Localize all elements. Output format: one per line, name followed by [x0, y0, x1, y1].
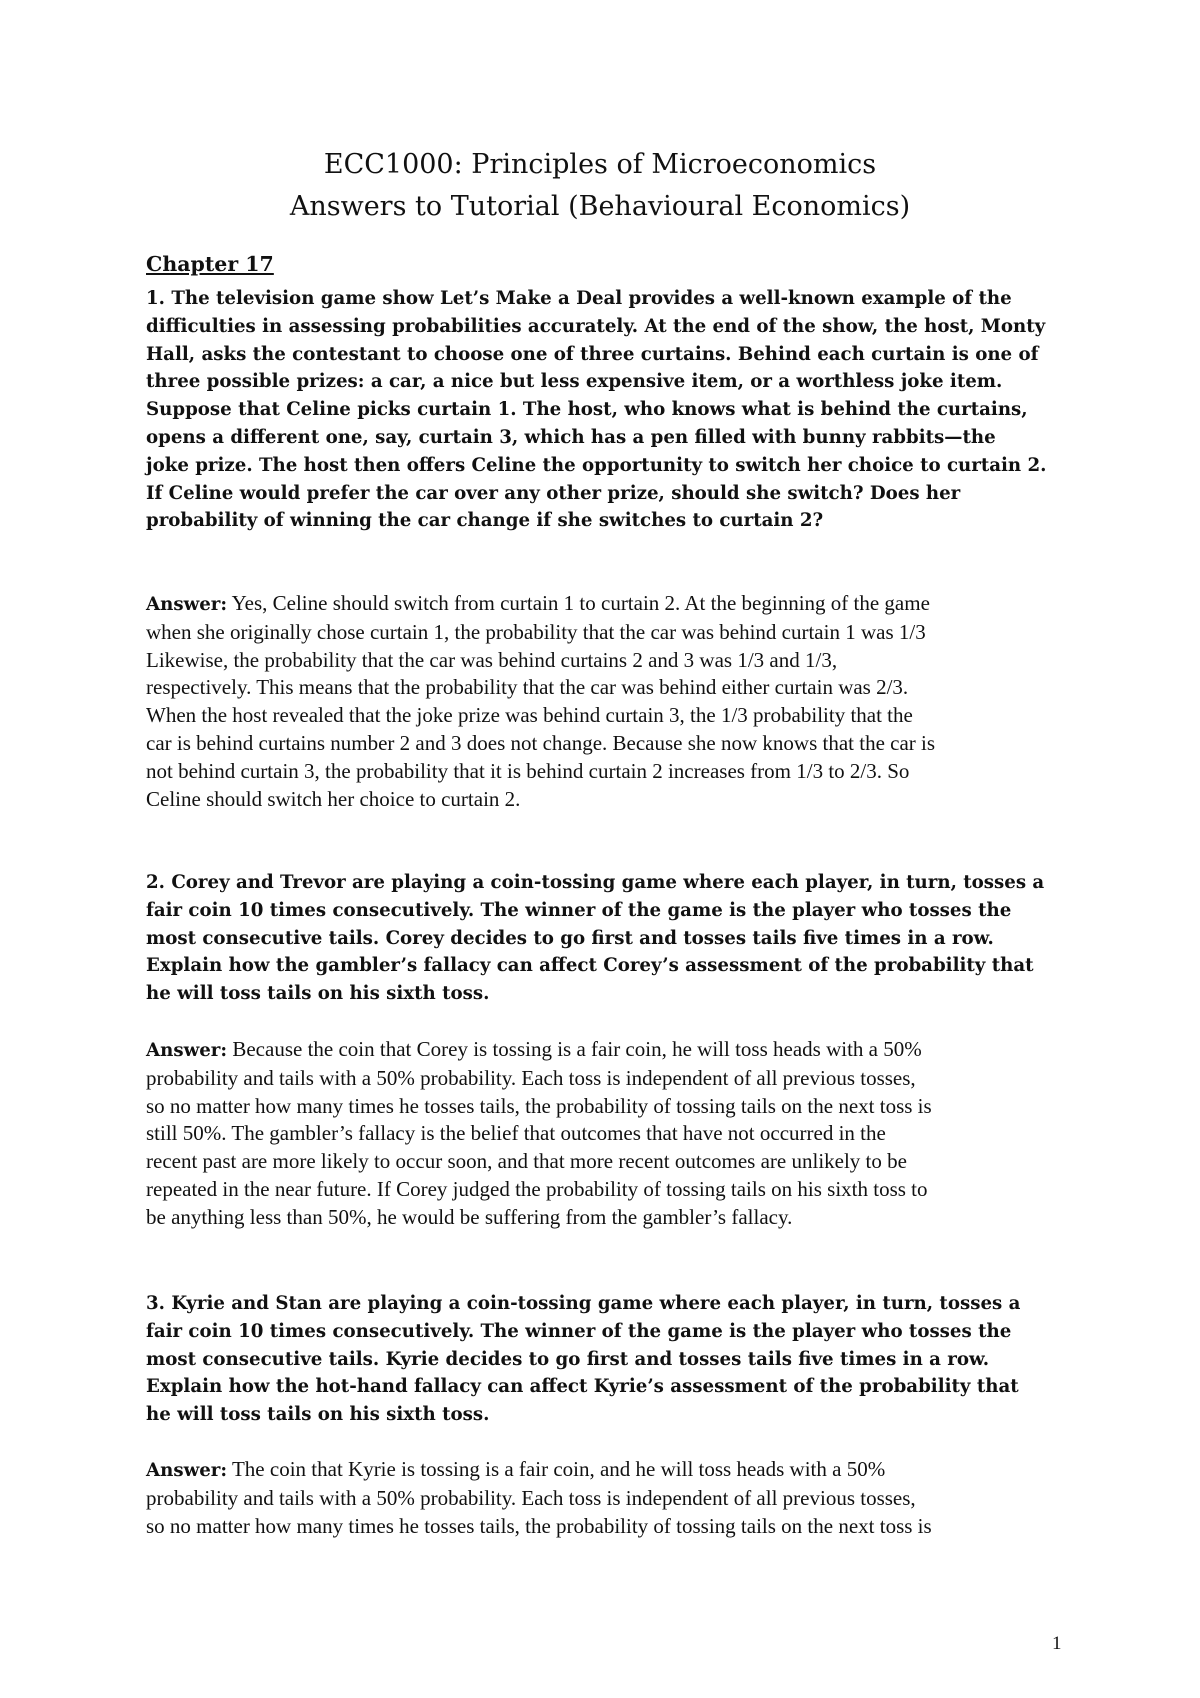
document-title: ECC1000: Principles of Microeconomics [323, 149, 877, 180]
question-line: joke prize. The host then offers Celine the opportunity to switch her choice to curtain 2. [146, 454, 1047, 476]
question-line: three possible prizes: a car, a nice but less expensive item, or a worthless joke item. [146, 371, 1003, 393]
answer-text: The coin that Kyrie is tossing is a fair coin, and he will toss heads with a 50% [227, 1457, 886, 1481]
answer-2 [146, 1036, 1076, 1232]
question-line: most consecutive tails. Kyrie decides to go first and tosses tails five times in a row. [146, 1348, 990, 1370]
answer-line: repeated in the near future. If Corey judged the probability of tossing tails on his sixth toss to [146, 1176, 928, 1201]
question-line: he will toss tails on his sixth toss. [146, 983, 490, 1005]
document-subtitle: Answers to Tutorial (Behavioural Economics) [289, 191, 911, 222]
answer-line [146, 1036, 1076, 1065]
answer-line: probability and tails with a 50% probability. Each toss is independent of all previous tosses, [146, 1485, 916, 1510]
question-3 [146, 1290, 1076, 1429]
question-line: 3. Kyrie and Stan are playing a coin-tossing game where each player, in turn, tosses a [146, 1293, 1021, 1314]
question-2 [146, 869, 1076, 1008]
answer-label: Answer: [146, 1460, 228, 1481]
question-line: difficulties in assessing probabilities accurately. At the end of the show, the host, Monty [146, 315, 1046, 337]
answer-3 [146, 1456, 1076, 1540]
question-line: fair coin 10 times consecutively. The winner of the game is the player who tosses the [146, 1320, 1012, 1342]
answer-text: Because the coin that Corey is tossing is a fair coin, he will toss heads with a 50% [227, 1037, 922, 1061]
answer-line: respectively. This means that the probability that the car was behind either curtain was 2/3. [146, 675, 909, 700]
answer-line: recent past are more likely to occur soon, and that more recent outcomes are unlikely to be [146, 1149, 907, 1174]
answer-line: Celine should switch her choice to curtain 2. [146, 786, 521, 811]
answer-label: Answer: [146, 1040, 228, 1061]
question-line: Hall, asks the contestant to choose one of three curtains. Behind each curtain is one of [146, 343, 1039, 365]
question-line: 2. Corey and Trevor are playing a coin-tossing game where each player, in turn, tosses a [146, 872, 1045, 893]
answer-line [146, 1456, 1076, 1485]
question-line: If Celine would prefer the car over any other prize, should she switch? Does her [146, 482, 961, 504]
question-line: probability of winning the car change if she switches to curtain 2? [146, 510, 824, 532]
answer-line: when she originally chose curtain 1, the probability that the car was behind curtain 1 was 1/3 [146, 619, 926, 644]
question-line: he will toss tails on his sixth toss. [146, 1404, 490, 1426]
answer-label: Answer: [146, 594, 228, 615]
answer-text: Yes, Celine should switch from curtain 1 to curtain 2. At the beginning of the game [227, 591, 930, 615]
answer-line: still 50%. The gambler’s fallacy is the belief that outcomes that have not occurred in the [146, 1121, 886, 1146]
answer-line: be anything less than 50%, he would be suffering from the gambler’s fallacy. [146, 1204, 793, 1229]
answer-line: When the host revealed that the joke prize was behind curtain 3, the 1/3 probability that the [146, 703, 913, 728]
page-number: 1 [1052, 1633, 1062, 1654]
question-line: Explain how the hot-hand fallacy can affect Kyrie’s assessment of the probability that [146, 1376, 1019, 1398]
question-line: 1. The television game show Let’s Make a Deal provides a well-known example of the [146, 288, 1012, 309]
answer-line: so no matter how many times he tosses tails, the probability of tossing tails on the next toss is [146, 1513, 932, 1538]
question-line: fair coin 10 times consecutively. The winner of the game is the player who tosses the [146, 899, 1012, 921]
question-line: most consecutive tails. Corey decides to go first and tosses tails five times in a row. [146, 927, 994, 949]
question-line: Suppose that Celine picks curtain 1. The host, who knows what is behind the curtains, [146, 399, 1028, 421]
question-1 [146, 285, 1076, 535]
chapter-heading: Chapter 17 [146, 252, 274, 276]
question-line: opens a different one, say, curtain 3, which has a pen filled with bunny rabbits—the [146, 426, 996, 448]
answer-line: so no matter how many times he tosses tails, the probability of tossing tails on the next toss is [146, 1093, 932, 1118]
answer-1 [146, 590, 1076, 813]
question-line: Explain how the gambler’s fallacy can affect Corey’s assessment of the probability that [146, 955, 1034, 977]
answer-line: not behind curtain 3, the probability that it is behind curtain 2 increases from 1/3 to 2/3. So [146, 758, 910, 783]
answer-line: Likewise, the probability that the car was behind curtains 2 and 3 was 1/3 and 1/3, [146, 647, 838, 672]
answer-line: probability and tails with a 50% probability. Each toss is independent of all previous tosses, [146, 1065, 916, 1090]
answer-line: car is behind curtains number 2 and 3 does not change. Because she now knows that the car is [146, 730, 936, 755]
answer-line [146, 590, 1076, 619]
